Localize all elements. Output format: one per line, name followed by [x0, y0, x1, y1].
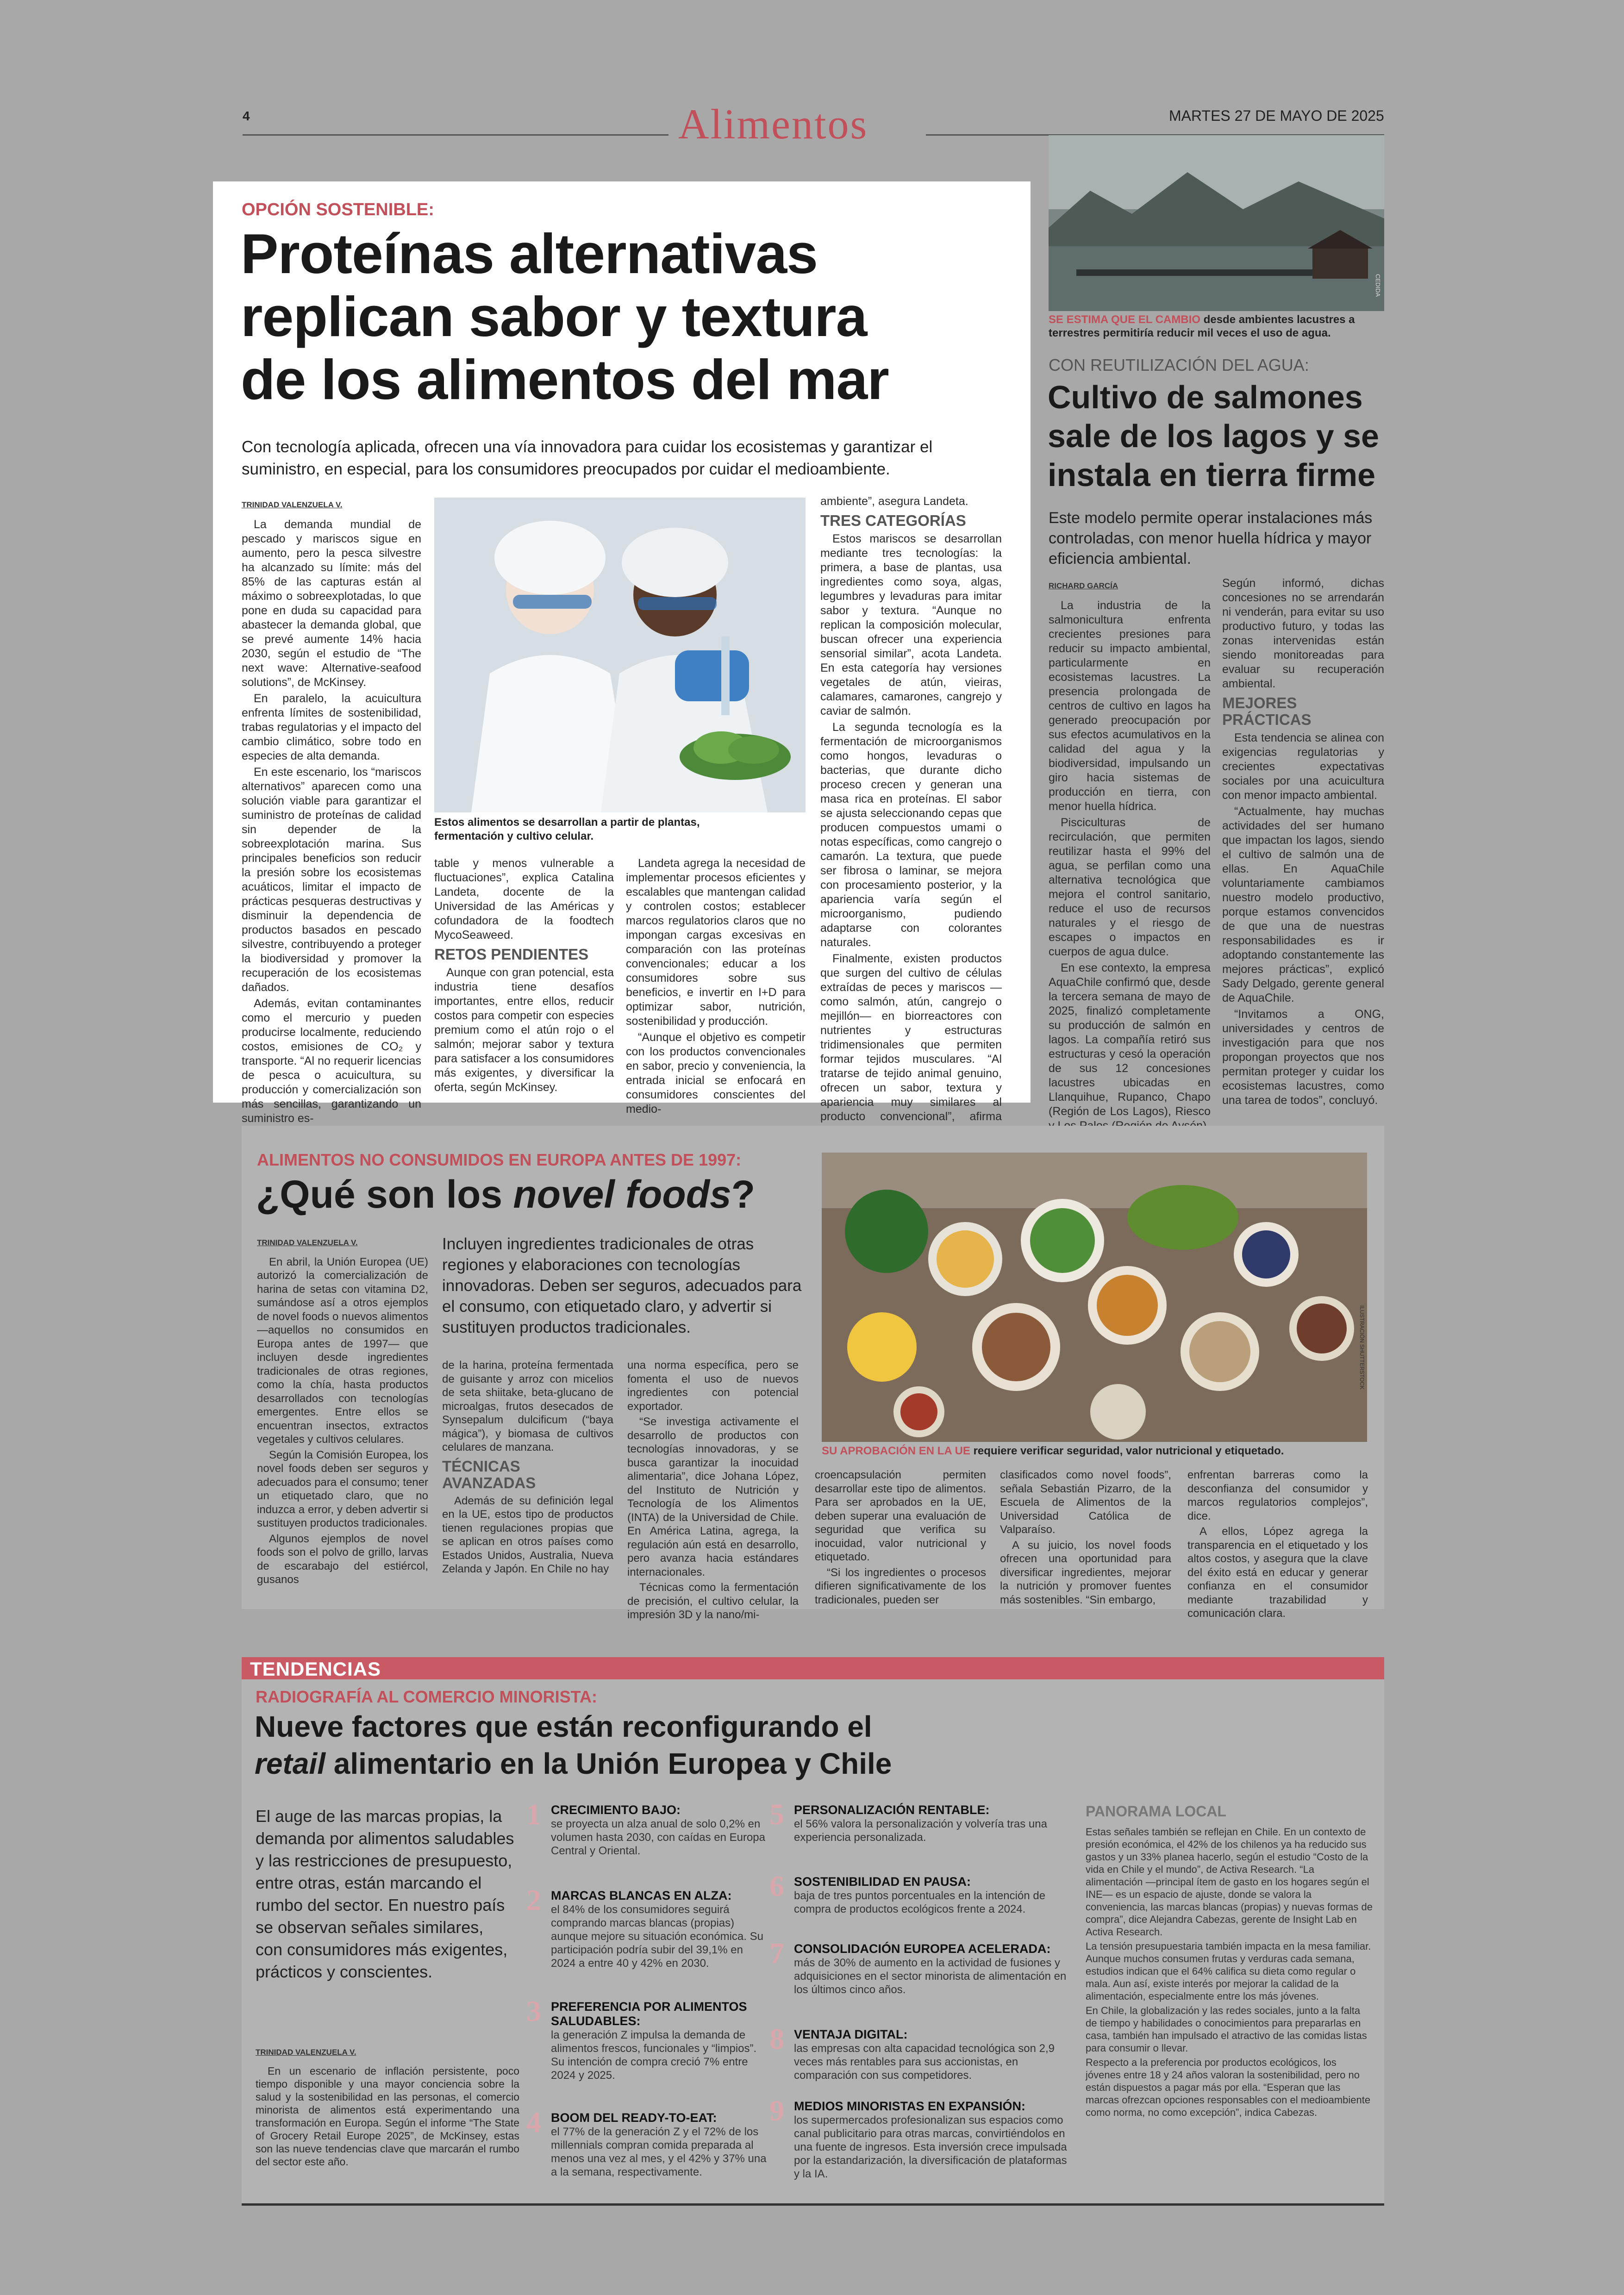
trend-title: VENTAJA DIGITAL: — [794, 2027, 908, 2041]
trend-item — [769, 2094, 1072, 2181]
paragraph: En un escenario de inflación persistente, poco tiempo disponible y una mayor conciencia sobre la salud y la sostenibilidad en las personas, el comercio minorista de alimentos está experimentando una transformación en Europa. Según el informe “The State of Grocery Retail Europe 2025”, de McKinsey, estas son las nueve tendencias clave que marcarán el rumbo del sector este año. — [256, 2065, 519, 2168]
paragraph: Pisciculturas de recirculación, que permiten reutilizar hasta el 99% del agua, se perfilan como una alternativa tecnológica que mejora el control sanitario, reduce el uso de recursos naturales y el riesgo de escapes o impactos en cuerpos de agua dulce. — [1049, 816, 1211, 958]
headline-part: ? — [731, 1172, 756, 1216]
trend-number: 2 — [526, 1883, 541, 1916]
subhead-line: AVANZADAS — [442, 1474, 536, 1491]
lake-landscape-illustration — [1049, 135, 1384, 311]
headline — [256, 1171, 755, 1217]
subhead-line: TÉCNICAS — [442, 1457, 520, 1475]
headline — [1048, 378, 1379, 494]
paragraph: La industria de la salmonicultura enfrenta crecientes presiones para reducir su impacto ambiental, particularmente en ecosistemas lacustres. La presencia prolongada de centros de cultivo en lagos ha generado preocupación por sus efectos acumulativos en la calidad del agua y la biodiversidad, impulsando un giro hacia sistemas de producción en tierra, con menor huella hídrica. — [1049, 599, 1211, 813]
photo-caption: Estos alimentos se desarrollan a partir de plantas, fermentación y cultivo celular. — [434, 816, 700, 842]
headline-line: Proteínas alternativas — [241, 222, 818, 285]
paragraph: En abril, la Unión Europea (UE) autorizó la comercialización de harina de setas con vitamina D2, sumándose así a otros ejemplos de novel foods o nuevos alimentos —aquellos no consumidos en Europa antes de 1997— que incluyen desde ingredientes tradicionales de otras regiones, como la chía, hasta productos desarrollados con tecnologías emergentes. Entre ellos se encuentran insectos, extractos vegetales y cultivos celulares. — [257, 1255, 428, 1446]
trend-text: el 56% valora la personalización y volvería tras una experiencia personalizada. — [794, 1818, 1047, 1844]
caption-text: desde ambientes lacustres a terrestres permitiría reducir mil veces el uso de agua. — [1049, 313, 1355, 339]
trend-title: BOOM DEL READY-TO-EAT: — [551, 2111, 717, 2125]
article-column — [442, 1359, 613, 1578]
bottom-rule — [242, 2203, 1384, 2206]
paragraph: Finalmente, existen productos que surgen del cultivo de células extraídas de peces y mariscos —como salmón, atún, cangrejo o mejillón— en biorreactores con nutrientes y estructuras tridimensionales que permiten formar tejidos musculares. “Al tratarse de tejido animal genuino, ofrecen un sabor, textura y apariencia muy similares al producto convencional”, afirma — [820, 952, 1002, 1123]
deck: Incluyen ingredientes tradicionales de otras regiones y elaboraciones con tecnologías innovadoras. Deben ser seguros, adecuados para el consumo, con etiquetado claro, y advertir si sustituyen productos tradicionales. — [442, 1235, 802, 1336]
paragraph: Landeta agrega la necesidad de implementar procesos eficientes y escalables que mantengan calidad y controlen costos; establecer marcos regulatorios claros que no impongan cargas excesivas en comparación con las proteínas convencionales; educar a los consumidores sobre sus beneficios, e invertir en I+D para optimizar sabor, nutrición, sostenibilidad y producción. — [626, 857, 806, 1028]
paragraph: Aunque con gran potencial, esta industria tiene desafíos importantes, entre ellos, reducir costos para competir con especies premium como el atún rojo o el salmón; mejorar sabor y textura para satisfacer a los consumidores más exigentes, y diversificar la oferta, según McKinsey. — [434, 966, 614, 1094]
photo-caption — [1049, 313, 1384, 340]
photo-credit: CEDIDA — [1374, 274, 1381, 297]
article-column — [1000, 1468, 1171, 1609]
trend-text: más de 30% de aumento en la actividad de fusiones y adquisiciones en el sector minorista de alimentación en los últimos cinco años. — [794, 1957, 1067, 1996]
paragraph: “Se investiga activamente el desarrollo de productos con tecnologías innovadoras, y se busca garantizar la inocuidad alimentaria”, dice Johana López, del Instituto de Nutrición y Tecnología de los Alimentos (INTA) de la Universidad de Chile. En América Latina, agrega, la regulación aún está en desarrollo, pero avanza hacia estándares internacionales. — [627, 1416, 799, 1578]
paragraph: Respecto a la preferencia por productos ecológicos, los jóvenes entre 18 y 24 años valoran la sostenibilidad, pero no están dispuestos a pagar más por ella. “Esperan que las marcas ofrezcan opciones responsables con el medioambiente como norma, no como excepción”, indica Cabezas. — [1086, 2057, 1371, 2118]
trend-number: 6 — [769, 1870, 784, 1902]
trend-item — [526, 1798, 768, 1858]
kicker: CON REUTILIZACIÓN DEL AGUA: — [1049, 355, 1309, 374]
subhead-line: PRÁCTICAS — [1222, 711, 1312, 728]
article-column — [256, 2046, 519, 2170]
headline-line — [255, 1745, 892, 1782]
article-column — [242, 498, 421, 1128]
salmon-farm-photo — [1049, 135, 1384, 311]
lab-scientists-illustration — [434, 498, 806, 812]
headline-line: Cultivo de salmones — [1048, 379, 1363, 415]
article-column — [1222, 576, 1384, 1110]
issue-date: MARTES 27 DE MAYO DE 2025 — [1169, 107, 1384, 124]
section-title: Alimentos — [678, 100, 868, 148]
headline — [241, 222, 889, 411]
paragraph: La tensión presupuestaria también impacta en la mesa familiar. Aunque muchos consumen frutas y verduras cada semana, estudios indican que el 64% califica su dieta como regular o mala. Aun así, existe interés por mejorar la calidad de la alimentación, especialmente entre los más jóvenes. — [1086, 1940, 1371, 2002]
trend-title: SOSTENIBILIDAD EN PAUSA: — [794, 1875, 971, 1889]
trend-title: PERSONALIZACIÓN RENTABLE: — [794, 1803, 990, 1817]
headline — [255, 1708, 892, 1782]
article-column — [627, 1359, 799, 1624]
trend-text: la generación Z impulsa la demanda de alimentos frescos, funcionales y “limpios”. Su intención de compra creció 7% entre 2024 y 2025. — [551, 2029, 757, 2082]
byline: TRINIDAD VALENZUELA V. — [256, 2048, 356, 2057]
article-column — [815, 1468, 986, 1609]
food-bowls-illustration — [822, 1153, 1367, 1442]
paragraph: ambiente”, asegura Landeta. — [820, 495, 968, 508]
trend-title: PREFERENCIA POR ALIMENTOS SALUDABLES: — [551, 2000, 747, 2028]
headline-line: replican sabor y textura — [241, 285, 867, 348]
paragraph: En Chile, la globalización y las redes sociales, junto a la falta de tiempo y habilidades o conocimientos para prepararlas en casa, también han impulsado el atractivo de las comidas listas para consumir o llevar. — [1086, 2005, 1367, 2054]
headline-part: alimentario en la Unión Europea y Chile — [325, 1747, 892, 1780]
paragraph: Según la Comisión Europea, los novel foods deben ser seguros y adecuados para el consumo; tener un etiquetado claro, que no induzca a error, y deben advertir si sustituyen productos tradicionales. — [257, 1448, 428, 1529]
headline-line: sale de los lagos y se — [1048, 418, 1379, 454]
photo-credit: ILUSTRACIÓN SHUTTERSTOCK — [1359, 1305, 1365, 1390]
subhead: TRES CATEGORÍAS — [820, 512, 966, 529]
paragraph: Además, evitan contaminantes como el mercurio y pueden producirse localmente, reduciendo costos, emisiones de CO₂ y transporte. “Al no requerir licencias de pesca o acuicultura, su producción y comercialización son más sencillas, garantizando un suministro es- — [242, 997, 421, 1125]
trend-item — [769, 1798, 1072, 1844]
trend-text: baja de tres puntos porcentuales en la intención de compra de productos ecológicos frente a 2024. — [794, 1890, 1046, 1915]
paragraph: Técnicas como la fermentación de precisión, el cultivo celular, la impresión 3D y la nano/mi- — [627, 1581, 799, 1621]
kicker: OPCIÓN SOSTENIBLE: — [242, 200, 434, 219]
header-rule-left — [243, 134, 668, 136]
subhead: RETOS PENDIENTES — [434, 946, 589, 963]
article-column — [820, 494, 1002, 1140]
subhead — [442, 1458, 613, 1491]
trend-item — [769, 1870, 1072, 1916]
deck: El auge de las marcas propias, la demanda por alimentos saludables y las restricciones de presupuesto, entre otras, están marcando el rumbo del sector. En nuestro país se observan señales similares, con consumidores más exigentes, prácticos y conscientes. — [256, 1807, 514, 1981]
paragraph: table y menos vulnerable a fluctuaciones”, explica Catalina Landeta, docente de la Universidad de las Américas y cofundadora de la foodtech MycoSeaweed. — [434, 857, 614, 942]
trend-number: 1 — [526, 1798, 541, 1831]
trend-number: 7 — [769, 1937, 784, 1970]
article-column — [626, 856, 806, 1118]
trend-number: 4 — [526, 2106, 541, 2139]
headline-italic: novel foods — [513, 1172, 731, 1216]
page-number: 4 — [243, 109, 250, 123]
headline-line: Nueve factores que están reconfigurando el — [255, 1710, 872, 1743]
paragraph: La demanda mundial de pescado y mariscos sigue en aumento, pero la pesca silvestre ha alcanzado su límite: más del 85% de las capturas están al máximo o sobreexplotadas, lo que pone en duda su capacidad para abastecer la demanda global, que se prevé aumente 14% hacia 2030, según el estudio de “The next wave: Alternative-seafood solutions”, de McKinsey. — [242, 518, 421, 689]
trend-title: MARCAS BLANCAS EN ALZA: — [551, 1889, 732, 1902]
trend-title: CRECIMIENTO BAJO: — [551, 1803, 681, 1817]
paragraph: Según informó, dichas concesiones no se arrendarán ni venderán, para evitar su uso productivo futuro, y todas las zonas intervenidas están siendo monitoreadas para evaluar su recuperación ambiental. — [1222, 577, 1384, 690]
paragraph: A ellos, López agrega la transparencia en el etiquetado y los altos costos, y asegura que la clave del éxito está en educar y generar confianza en el consumidor mediante trazabilidad y comunicación clara. — [1187, 1525, 1368, 1620]
kicker: RADIOGRAFÍA AL COMERCIO MINORISTA: — [256, 1687, 597, 1706]
paragraph: “Actualmente, hay muchas actividades del ser humano que impactan los lagos, siendo el cultivo de salmón una de ellas. En AquaChile voluntariamente cambiamos nuestro modelo productivo, porque estamos convencidos de que una de nuestras responsabilidades es ir adoptando constantemente las mejores prácticas”, explicó Sady Delgado, gerente general de AquaChile. — [1222, 805, 1384, 1004]
trend-text: las empresas con alta capacidad tecnológica son 2,9 veces más rentables para sus accionistas, en comparación con sus competidores. — [794, 2042, 1055, 2082]
lab-photo — [434, 498, 806, 812]
paragraph: En este escenario, los “mariscos alternativos” aparecen como una solución viable para garantizar el suministro de proteínas de calidad sin depender de la sobreexplotación marina. Sus principales beneficios son reducir la presión sobre los ecosistemas acuáticos, limitar el impacto de prácticas pesqueras destructivas y disminuir la dependencia de productos basados en pescado silvestre, contribuyendo a proteger la biodiversidad y promover la recuperación de los ecosistemas dañados. — [242, 766, 421, 994]
panorama-title: PANORAMA LOCAL — [1086, 1803, 1226, 1820]
paragraph: “Invitamos a ONG, universidades y centros de investigación para que nos propongan proyectos que nos permitan proteger y cuidar los ecosistemas lacustres, como una tarea de todos”, concluyó. — [1222, 1008, 1384, 1107]
trend-text: el 77% de la generación Z y el 72% de los millennials compran comida preparada al menos una vez al mes, y el 42% y 37% una a la semana, respectivamente. — [551, 2126, 767, 2178]
trend-text: los supermercados profesionalizan sus espacios como canal publicitario para otras marcas, convirtiéndolos en una fuente de ingresos. Esta inversión crece impulsada por la estandarización, la diversificación de plataformas y la IA. — [794, 2114, 1067, 2180]
subhead — [1222, 695, 1384, 728]
paragraph: Estos mariscos se desarrollan mediante tres tecnologías: la primera, a base de plantas, usa ingredientes como soya, algas, legumbres y levaduras para imitar sabor y textura. “Aunque no replican la composición molecular, buscan ofrecer una experiencia sensorial similar”, acota Landeta. En esta categoría hay versiones vegetales de atún, vieiras, calamares, camarones, cangrejo y caviar de salmón. — [820, 532, 1002, 717]
caption-text: requiere verificar seguridad, valor nutricional y etiquetado. — [973, 1445, 1284, 1457]
paragraph: A su juicio, los novel foods ofrecen una oportunidad para diversificar ingredientes, mejorar la nutrición y promover fuentes más sostenibles. “Sin embargo, — [1000, 1539, 1171, 1606]
byline: TRINIDAD VALENZUELA V. — [257, 1238, 358, 1247]
novel-foods-photo — [822, 1153, 1367, 1442]
trend-text: el 84% de los consumidores seguirá comprando marcas blancas (propias) aunque mejore su situación económica. Su participación podría subir del 39,1% en 2024 a entre 40 y 42% en 2030. — [551, 1903, 763, 1970]
subhead-line: MEJORES — [1222, 694, 1297, 711]
trend-title: CONSOLIDACIÓN EUROPEA ACELERADA: — [794, 1942, 1051, 1956]
article-column — [434, 856, 614, 1097]
headline-line: de los alimentos del mar — [241, 348, 889, 411]
photo-caption — [822, 1444, 1367, 1458]
article-column — [1049, 579, 1211, 1135]
kicker: ALIMENTOS NO CONSUMIDOS EN EUROPA ANTES DE 1997: — [257, 1150, 742, 1169]
trend-number: 9 — [769, 2094, 784, 2127]
paragraph: “Si los ingredientes o procesos difieren significativamente de los tradicionales, pueden ser — [815, 1566, 986, 1606]
trend-number: 8 — [769, 2022, 784, 2055]
trend-number: 5 — [769, 1798, 784, 1831]
paragraph: “Aunque el objetivo es competir con los productos convencionales en sabor, precio y conveniencia, la entrada inicial se enfocará en consumidores conscientes del medio- — [626, 1031, 806, 1116]
paragraph: de la harina, proteína fermentada de guisante y arroz con micelios de seta shiitake, beta-glucano de microalgas, frutos desecados de Synsepalum dulcificum (“baya mágica”), y biomasa de cultivos celulares de manzana. — [442, 1359, 613, 1453]
paragraph: una norma específica, pero se fomenta el uso de nuevos ingredientes con potencial exportador. — [627, 1359, 799, 1413]
byline: TRINIDAD VALENZUELA V. — [242, 500, 343, 509]
paragraph: Esta tendencia se alinea con exigencias regulatorias y crecientes expectativas sociales por una acuicultura con menor impacto ambiental. — [1222, 731, 1384, 802]
headline-part: ¿Qué son los — [256, 1172, 513, 1216]
paragraph: Algunos ejemplos de novel foods son el polvo de grillo, larvas de escarabajo del estiércol, gusanos — [257, 1532, 428, 1586]
section-band-label: TENDENCIAS — [250, 1658, 381, 1680]
trend-item — [526, 2106, 768, 2179]
trend-title: MEDIOS MINORISTAS EN EXPANSIÓN: — [794, 2099, 1026, 2113]
deck: Con tecnología aplicada, ofrecen una vía innovadora para cuidar los ecosistemas y garantizar el suministro, en especial, para los consumidores preocupados por cuidar el medioambiente. — [242, 438, 933, 478]
caption-lead: SE ESTIMA QUE EL CAMBIO — [1049, 313, 1201, 326]
trend-item — [526, 1883, 768, 1970]
trend-item — [526, 1995, 768, 2082]
paragraph: enfrentan barreras como la desconfianza del consumidor y marcos regulatorios complejos”, dice. — [1187, 1469, 1368, 1522]
headline-line: instala en tierra firme — [1048, 457, 1376, 493]
article-column — [257, 1236, 428, 1589]
trend-text: se proyecta un alza anual de solo 0,2% en volumen hasta 2030, con caídas en Europa Central y Oriental. — [551, 1818, 765, 1857]
trend-item — [769, 2022, 1072, 2082]
paragraph: croencapsulación permiten desarrollar este tipo de alimentos. Para ser aprobados en la UE, deben superar una evaluación de seguridad que verifica su inocuidad, valor nutricional y etiquetado. — [815, 1469, 986, 1563]
paragraph: La segunda tecnología es la fermentación de microorganismos como hongos, levaduras o bacterias, que durante dicho proceso crecen y generan una masa rica en proteínas. El sabor se ajusta seleccionando cepas que producen compuestos umami o notas específicas, como cangrejo o camarón. La textura, que puede ser fibrosa o laminar, se mejora con procesamiento posterior, y la apariencia varía según el microorganismo, pudiendo adaptarse con colorantes naturales. — [820, 721, 1002, 949]
paragraph: En ese contexto, la empresa AquaChile confirmó que, desde la tercera semana de mayo de 2025, finalizó completamente su producción de salmón en lagos. La compañía retiró sus estructuras y cesó la operación de sus 12 concesiones lacustres ubicadas en Llanquihue, Rupanco, Chapo (Región de Los Lagos), Riesco — [1049, 961, 1211, 1118]
panorama-local — [1086, 1803, 1373, 2119]
section-band — [242, 1657, 1384, 1679]
paragraph: En paralelo, la acuicultura enfrenta límites de sostenibilidad, trabas regulatorias y el impacto del cambio climático, sobre todo en especies de alta demanda. — [242, 692, 421, 762]
caption-lead: SU APROBACIÓN EN LA UE — [822, 1445, 970, 1457]
paragraph: Además de su definición legal en la UE, estos tipo de productos tienen regulaciones propias que se aplican en otros países como Estados Unidos, Australia, Nueva Zelanda y Japón. En Chile no hay — [442, 1494, 613, 1575]
paragraph: clasificados como novel foods”, señala Sebastián Pizarro, de la Escuela de Alimentos de la Universidad Católica de Valparaíso. — [1000, 1469, 1171, 1536]
trend-number: 3 — [526, 1995, 541, 2027]
deck: Este modelo permite operar instalaciones más controladas, con menor huella hídrica y mayor eficiencia ambiental. — [1049, 509, 1373, 568]
article-column — [1187, 1468, 1368, 1622]
headline-italic: retail — [255, 1747, 325, 1780]
trend-item — [769, 1937, 1072, 1996]
byline: RICHARD GARCÍA — [1049, 581, 1118, 590]
paragraph: Estas señales también se reflejan en Chile. En un contexto de presión económica, el 42% de los chilenos ya ha reducido sus gastos y un 33% planea hacerlo, según el estudio “Costo de la vida en Chile y el mundo”, de Activa Research. “La alimentación —principal ítem de gasto en los hogares según el INE— es un espacio de ajuste, donde se valora la conveniencia, las marcas blancas (propias) y nuevas formas de compra”, dice Alejandra Cabezas, gerente de Insight Lab en Activa Research. — [1086, 1826, 1373, 1938]
